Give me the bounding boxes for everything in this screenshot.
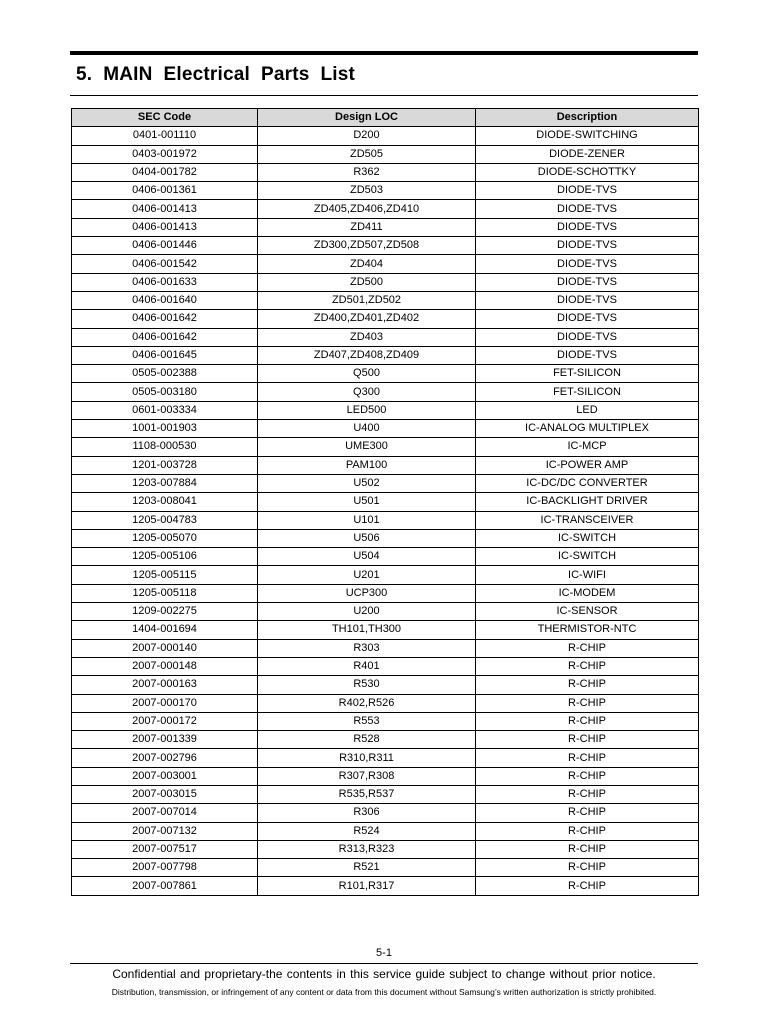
sec-code-cell: 1205-004783 bbox=[72, 511, 258, 529]
design-loc-cell: R362 bbox=[258, 163, 476, 181]
sec-code-cell: 0404-001782 bbox=[72, 163, 258, 181]
sec-code-cell: 0406-001413 bbox=[72, 200, 258, 218]
description-cell: IC-POWER AMP bbox=[476, 456, 699, 474]
top-rule bbox=[70, 51, 698, 55]
table-row bbox=[72, 548, 699, 566]
table-row bbox=[72, 749, 699, 767]
sec-code-cell: 1108-000530 bbox=[72, 438, 258, 456]
design-loc-cell: U501 bbox=[258, 493, 476, 511]
sec-code-cell: 2007-000148 bbox=[72, 657, 258, 675]
table-row bbox=[72, 785, 699, 803]
sec-code-cell: 0601-003334 bbox=[72, 401, 258, 419]
table-row bbox=[72, 237, 699, 255]
table-row bbox=[72, 291, 699, 309]
design-loc-cell: R402,R526 bbox=[258, 694, 476, 712]
description-cell: LED bbox=[476, 401, 699, 419]
table-row bbox=[72, 420, 699, 438]
description-cell: IC-DC/DC CONVERTER bbox=[476, 474, 699, 492]
design-loc-cell: U201 bbox=[258, 566, 476, 584]
design-loc-cell: U506 bbox=[258, 529, 476, 547]
description-cell: R-CHIP bbox=[476, 657, 699, 675]
sec-code-cell: 1205-005070 bbox=[72, 529, 258, 547]
table-row bbox=[72, 712, 699, 730]
description-cell: DIODE-SWITCHING bbox=[476, 127, 699, 145]
design-loc-cell: U400 bbox=[258, 420, 476, 438]
sec-code-cell: 0403-001972 bbox=[72, 145, 258, 163]
table-row bbox=[72, 840, 699, 858]
design-loc-cell: ZD411 bbox=[258, 218, 476, 236]
description-cell: DIODE-TVS bbox=[476, 291, 699, 309]
description-cell: IC-BACKLIGHT DRIVER bbox=[476, 493, 699, 511]
header-sec-code: SEC Code bbox=[72, 109, 258, 127]
parts-table bbox=[71, 108, 699, 896]
design-loc-cell: Q300 bbox=[258, 383, 476, 401]
sec-code-cell: 2007-007014 bbox=[72, 804, 258, 822]
sec-code-cell: 2007-001339 bbox=[72, 731, 258, 749]
header-design-loc: Design LOC bbox=[258, 109, 476, 127]
sec-code-cell: 1203-008041 bbox=[72, 493, 258, 511]
sec-code-cell: 2007-000170 bbox=[72, 694, 258, 712]
description-cell: DIODE-ZENER bbox=[476, 145, 699, 163]
sec-code-cell: 1203-007884 bbox=[72, 474, 258, 492]
sec-code-cell: 0406-001645 bbox=[72, 346, 258, 364]
table-row bbox=[72, 273, 699, 291]
sec-code-cell: 2007-007132 bbox=[72, 822, 258, 840]
table-row bbox=[72, 639, 699, 657]
table-row bbox=[72, 127, 699, 145]
table-row bbox=[72, 200, 699, 218]
sec-code-cell: 1404-001694 bbox=[72, 621, 258, 639]
description-cell: R-CHIP bbox=[476, 840, 699, 858]
description-cell: R-CHIP bbox=[476, 639, 699, 657]
table-row bbox=[72, 584, 699, 602]
table-row bbox=[72, 676, 699, 694]
sec-code-cell: 2007-007798 bbox=[72, 859, 258, 877]
description-cell: DIODE-TVS bbox=[476, 328, 699, 346]
footer-rule bbox=[70, 963, 698, 964]
table-row bbox=[72, 456, 699, 474]
design-loc-cell: LED500 bbox=[258, 401, 476, 419]
description-cell: IC-WIFI bbox=[476, 566, 699, 584]
sec-code-cell: 0406-001413 bbox=[72, 218, 258, 236]
sec-code-cell: 1209-002275 bbox=[72, 603, 258, 621]
description-cell: FET-SILICON bbox=[476, 383, 699, 401]
sec-code-cell: 2007-003015 bbox=[72, 785, 258, 803]
design-loc-cell: ZD501,ZD502 bbox=[258, 291, 476, 309]
table-row bbox=[72, 877, 699, 895]
description-cell: DIODE-TVS bbox=[476, 255, 699, 273]
description-cell: R-CHIP bbox=[476, 804, 699, 822]
design-loc-cell: R524 bbox=[258, 822, 476, 840]
design-loc-cell: PAM100 bbox=[258, 456, 476, 474]
design-loc-cell: ZD300,ZD507,ZD508 bbox=[258, 237, 476, 255]
table-row bbox=[72, 383, 699, 401]
design-loc-cell: ZD505 bbox=[258, 145, 476, 163]
description-cell: DIODE-TVS bbox=[476, 237, 699, 255]
sec-code-cell: 1201-003728 bbox=[72, 456, 258, 474]
description-cell: R-CHIP bbox=[476, 767, 699, 785]
design-loc-cell: ZD403 bbox=[258, 328, 476, 346]
table-row bbox=[72, 822, 699, 840]
description-cell: DIODE-TVS bbox=[476, 218, 699, 236]
description-cell: IC-SWITCH bbox=[476, 548, 699, 566]
design-loc-cell: UCP300 bbox=[258, 584, 476, 602]
design-loc-cell: U101 bbox=[258, 511, 476, 529]
table-row bbox=[72, 603, 699, 621]
sec-code-cell: 1001-001903 bbox=[72, 420, 258, 438]
table-row bbox=[72, 511, 699, 529]
table-row bbox=[72, 438, 699, 456]
description-cell: IC-ANALOG MULTIPLEX bbox=[476, 420, 699, 438]
description-cell: IC-TRANSCEIVER bbox=[476, 511, 699, 529]
description-cell: IC-MODEM bbox=[476, 584, 699, 602]
table-row bbox=[72, 731, 699, 749]
sec-code-cell: 0406-001640 bbox=[72, 291, 258, 309]
table-row bbox=[72, 328, 699, 346]
design-loc-cell: ZD500 bbox=[258, 273, 476, 291]
footer-confidential-notice: Confidential and proprietary-the contents in this service guide subject to change without prior notice. bbox=[112, 967, 656, 981]
table-row bbox=[72, 365, 699, 383]
design-loc-cell: ZD407,ZD408,ZD409 bbox=[258, 346, 476, 364]
sec-code-cell: 0406-001361 bbox=[72, 182, 258, 200]
description-cell: R-CHIP bbox=[476, 749, 699, 767]
design-loc-cell: R521 bbox=[258, 859, 476, 877]
design-loc-cell: UME300 bbox=[258, 438, 476, 456]
description-cell: FET-SILICON bbox=[476, 365, 699, 383]
description-cell: R-CHIP bbox=[476, 694, 699, 712]
sec-code-cell: 1205-005106 bbox=[72, 548, 258, 566]
design-loc-cell: R303 bbox=[258, 639, 476, 657]
design-loc-cell: R306 bbox=[258, 804, 476, 822]
design-loc-cell: R101,R317 bbox=[258, 877, 476, 895]
table-row bbox=[72, 529, 699, 547]
design-loc-cell: U504 bbox=[258, 548, 476, 566]
sec-code-cell: 2007-003001 bbox=[72, 767, 258, 785]
table-row bbox=[72, 255, 699, 273]
table-row bbox=[72, 804, 699, 822]
sec-code-cell: 2007-002796 bbox=[72, 749, 258, 767]
sec-code-cell: 2007-007517 bbox=[72, 840, 258, 858]
design-loc-cell: R528 bbox=[258, 731, 476, 749]
description-cell: DIODE-SCHOTTKY bbox=[476, 163, 699, 181]
sec-code-cell: 0406-001633 bbox=[72, 273, 258, 291]
description-cell: R-CHIP bbox=[476, 785, 699, 803]
description-cell: IC-MCP bbox=[476, 438, 699, 456]
sec-code-cell: 1205-005115 bbox=[72, 566, 258, 584]
page-title: 5. MAIN Electrical Parts List bbox=[76, 64, 356, 85]
description-cell: DIODE-TVS bbox=[476, 182, 699, 200]
table-row bbox=[72, 218, 699, 236]
sec-code-cell: 2007-000163 bbox=[72, 676, 258, 694]
design-loc-cell: ZD503 bbox=[258, 182, 476, 200]
sec-code-cell: 1205-005118 bbox=[72, 584, 258, 602]
description-cell: R-CHIP bbox=[476, 731, 699, 749]
design-loc-cell: D200 bbox=[258, 127, 476, 145]
table-row bbox=[72, 401, 699, 419]
design-loc-cell: R553 bbox=[258, 712, 476, 730]
design-loc-cell: ZD400,ZD401,ZD402 bbox=[258, 310, 476, 328]
description-cell: DIODE-TVS bbox=[476, 310, 699, 328]
design-loc-cell: ZD405,ZD406,ZD410 bbox=[258, 200, 476, 218]
table-row bbox=[72, 621, 699, 639]
table-row bbox=[72, 145, 699, 163]
table-body bbox=[72, 127, 699, 895]
sec-code-cell: 0406-001642 bbox=[72, 310, 258, 328]
table-row bbox=[72, 566, 699, 584]
description-cell: R-CHIP bbox=[476, 877, 699, 895]
title-rule bbox=[70, 95, 698, 96]
description-cell: IC-SWITCH bbox=[476, 529, 699, 547]
description-cell: R-CHIP bbox=[476, 822, 699, 840]
sec-code-cell: 0406-001542 bbox=[72, 255, 258, 273]
table-row bbox=[72, 859, 699, 877]
sec-code-cell: 0406-001446 bbox=[72, 237, 258, 255]
sec-code-cell: 0505-002388 bbox=[72, 365, 258, 383]
design-loc-cell: TH101,TH300 bbox=[258, 621, 476, 639]
description-cell: DIODE-TVS bbox=[476, 273, 699, 291]
table-row bbox=[72, 163, 699, 181]
table-row bbox=[72, 657, 699, 675]
sec-code-cell: 2007-007861 bbox=[72, 877, 258, 895]
design-loc-cell: R535,R537 bbox=[258, 785, 476, 803]
design-loc-cell: R530 bbox=[258, 676, 476, 694]
description-cell: R-CHIP bbox=[476, 712, 699, 730]
design-loc-cell: R310,R311 bbox=[258, 749, 476, 767]
table-row bbox=[72, 474, 699, 492]
design-loc-cell: R313,R323 bbox=[258, 840, 476, 858]
table-row bbox=[72, 346, 699, 364]
table-row bbox=[72, 694, 699, 712]
description-cell: IC-SENSOR bbox=[476, 603, 699, 621]
table-row bbox=[72, 493, 699, 511]
description-cell: DIODE-TVS bbox=[476, 346, 699, 364]
description-cell: THERMISTOR-NTC bbox=[476, 621, 699, 639]
header-description: Description bbox=[476, 109, 699, 127]
design-loc-cell: ZD404 bbox=[258, 255, 476, 273]
sec-code-cell: 0406-001642 bbox=[72, 328, 258, 346]
design-loc-cell: Q500 bbox=[258, 365, 476, 383]
description-cell: R-CHIP bbox=[476, 859, 699, 877]
sec-code-cell: 0401-001110 bbox=[72, 127, 258, 145]
table-header-row bbox=[72, 109, 699, 127]
sec-code-cell: 2007-000140 bbox=[72, 639, 258, 657]
description-cell: R-CHIP bbox=[476, 676, 699, 694]
design-loc-cell: U502 bbox=[258, 474, 476, 492]
design-loc-cell: R307,R308 bbox=[258, 767, 476, 785]
table-row bbox=[72, 310, 699, 328]
footer-distribution-notice: Distribution, transmission, or infringement of any content or data from this document without Samsung’s written authorization is strictly prohibited. bbox=[111, 987, 657, 997]
page-number: 5-1 bbox=[376, 947, 392, 959]
sec-code-cell: 2007-000172 bbox=[72, 712, 258, 730]
design-loc-cell: R401 bbox=[258, 657, 476, 675]
design-loc-cell: U200 bbox=[258, 603, 476, 621]
table-row bbox=[72, 182, 699, 200]
sec-code-cell: 0505-003180 bbox=[72, 383, 258, 401]
table-row bbox=[72, 767, 699, 785]
description-cell: DIODE-TVS bbox=[476, 200, 699, 218]
